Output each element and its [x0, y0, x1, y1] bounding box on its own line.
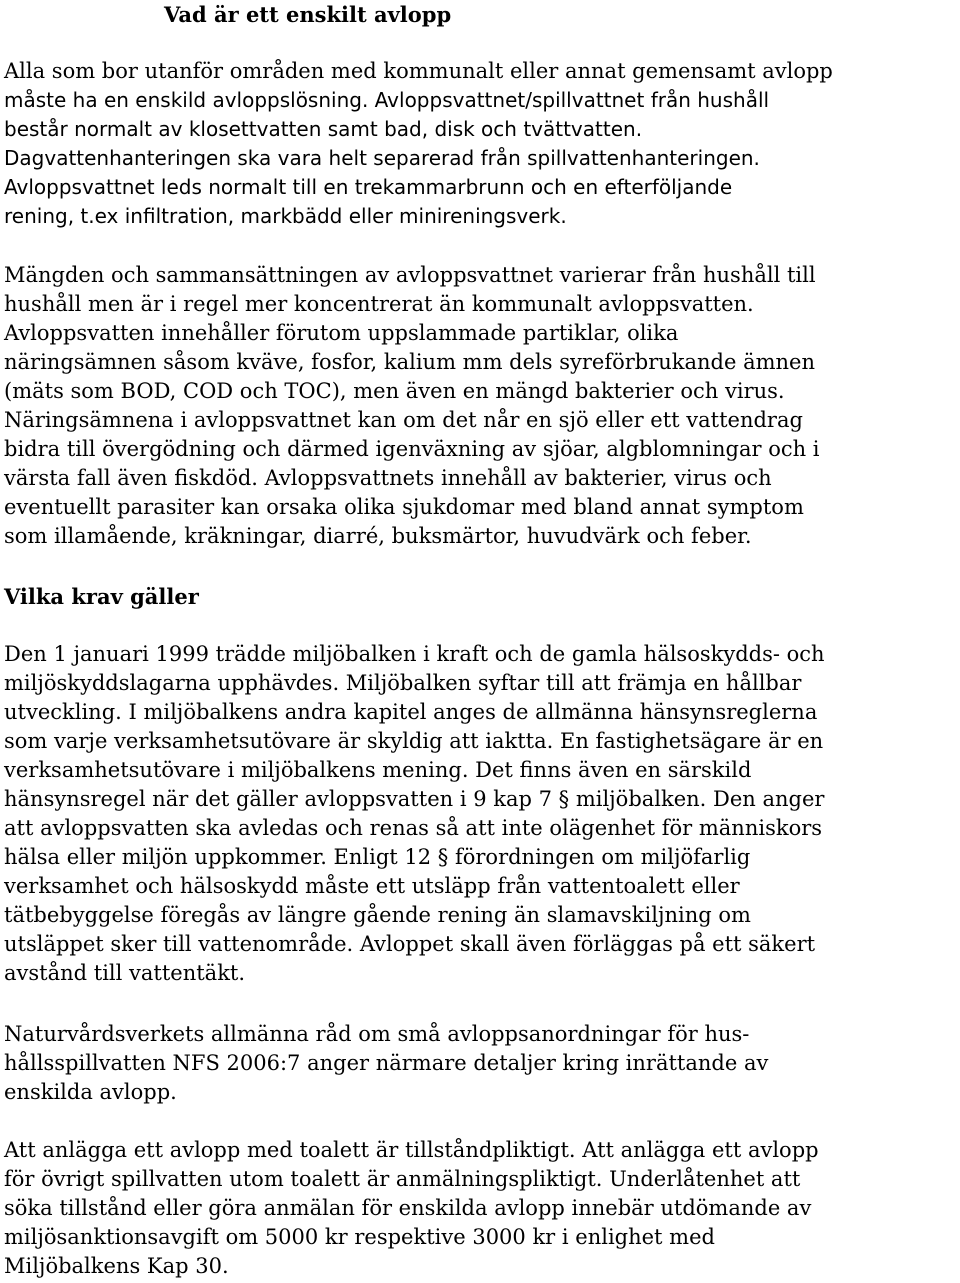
paragraph-composition: [4, 261, 820, 551]
text-line: som illamående, kräkningar, diarré, buksmärtor, huvudvärk och feber.: [4, 524, 752, 548]
text-line: hållsspillvatten NFS 2006:7 anger närmare detaljer kring inrättande av: [4, 1051, 769, 1075]
text-line: rening, t.ex infiltration, markbädd eller minireningsverk.: [4, 204, 567, 228]
paragraph-legislation: [4, 640, 825, 988]
text-line: för övrigt spillvatten utom toalett är anmälningspliktigt. Underlåtenhet att: [4, 1167, 801, 1191]
text-line: eventuellt parasiter kan orsaka olika sjukdomar med bland annat symptom: [4, 495, 804, 519]
text-line: verksamhetsutövare i miljöbalkens mening. Det finns även en särskild: [4, 758, 752, 782]
text-line: söka tillstånd eller göra anmälan för enskilda avlopp innebär utdömande av: [4, 1196, 812, 1220]
text-line: utsläppet sker till vattenområde. Avloppet skall även förläggas på ett säkert: [4, 932, 816, 956]
text-line: Att anlägga ett avlopp med toalett är tillståndpliktigt. Att anlägga ett avlopp: [4, 1138, 819, 1162]
text-line: tätbebyggelse föregås av längre gående rening än slamavskiljning om: [4, 903, 751, 927]
text-line: Näringsämnena i avloppsvattnet kan om det når en sjö eller ett vattendrag: [4, 408, 803, 432]
document-title: Vad är ett enskilt avlopp: [164, 2, 452, 27]
paragraph-intro: [4, 57, 833, 231]
text-line: att avloppsvatten ska avledas och renas så att inte olägenhet för människors: [4, 816, 823, 840]
text-line: Alla som bor utanför områden med kommunalt eller annat gemensamt avlopp: [4, 59, 833, 83]
text-line: Dagvattenhanteringen ska vara helt separerad från spillvattenhanteringen.: [4, 146, 760, 170]
text-line: utveckling. I miljöbalkens andra kapitel anges de allmänna hänsynsreglerna: [4, 700, 818, 724]
paragraph-guidelines: [4, 1020, 768, 1107]
text-line: hushåll men är i regel mer koncentrerat än kommunalt avloppsvatten.: [4, 292, 754, 316]
text-line: Den 1 januari 1999 trädde miljöbalken i kraft och de gamla hälsoskydds- och: [4, 642, 825, 666]
text-line: måste ha en enskild avloppslösning. Avloppsvattnet/spillvattnet från hushåll: [4, 88, 770, 112]
text-line: enskilda avlopp.: [4, 1080, 177, 1104]
text-line: Mängden och sammansättningen av avloppsvattnet varierar från hushåll till: [4, 263, 816, 287]
text-line: (mäts som BOD, COD och TOC), men även en mängd bakterier och virus.: [4, 379, 785, 403]
text-line: värsta fall även fiskdöd. Avloppsvattnets innehåll av bakterier, virus och: [4, 466, 772, 490]
text-line: avstånd till vattentäkt.: [4, 961, 246, 985]
text-line: bidra till övergödning och därmed igenväxning av sjöar, algblomningar och i: [4, 437, 820, 461]
paragraph-permits: [4, 1136, 819, 1281]
text-line: hänsynsregel när det gäller avloppsvatten i 9 kap 7 § miljöbalken. Den anger: [4, 787, 825, 811]
text-line: hälsa eller miljön uppkommer. Enligt 12 § förordningen om miljöfarlig: [4, 845, 751, 869]
section-heading: Vilka krav gäller: [4, 584, 199, 609]
text-line: Avloppsvatten innehåller förutom uppslammade partiklar, olika: [4, 321, 679, 345]
text-line: Miljöbalkens Kap 30.: [4, 1254, 229, 1278]
text-line: som varje verksamhetsutövare är skyldig att iaktta. En fastighetsägare är en: [4, 729, 824, 753]
text-line: miljösanktionsavgift om 5000 kr respektive 3000 kr i enlighet med: [4, 1225, 715, 1249]
text-line: består normalt av klosettvatten samt bad, disk och tvättvatten.: [4, 117, 643, 141]
text-line: Avloppsvattnet leds normalt till en trekammarbrunn och en efterföljande: [4, 175, 733, 199]
text-line: Naturvårdsverkets allmänna råd om små avloppsanordningar för hus-: [4, 1022, 750, 1046]
text-line: verksamhet och hälsoskydd måste ett utsläpp från vattentoalett eller: [4, 874, 740, 898]
text-line: näringsämnen såsom kväve, fosfor, kalium mm dels syreförbrukande ämnen: [4, 350, 816, 374]
text-line: miljöskyddslagarna upphävdes. Miljöbalken syftar till att främja en hållbar: [4, 671, 802, 695]
